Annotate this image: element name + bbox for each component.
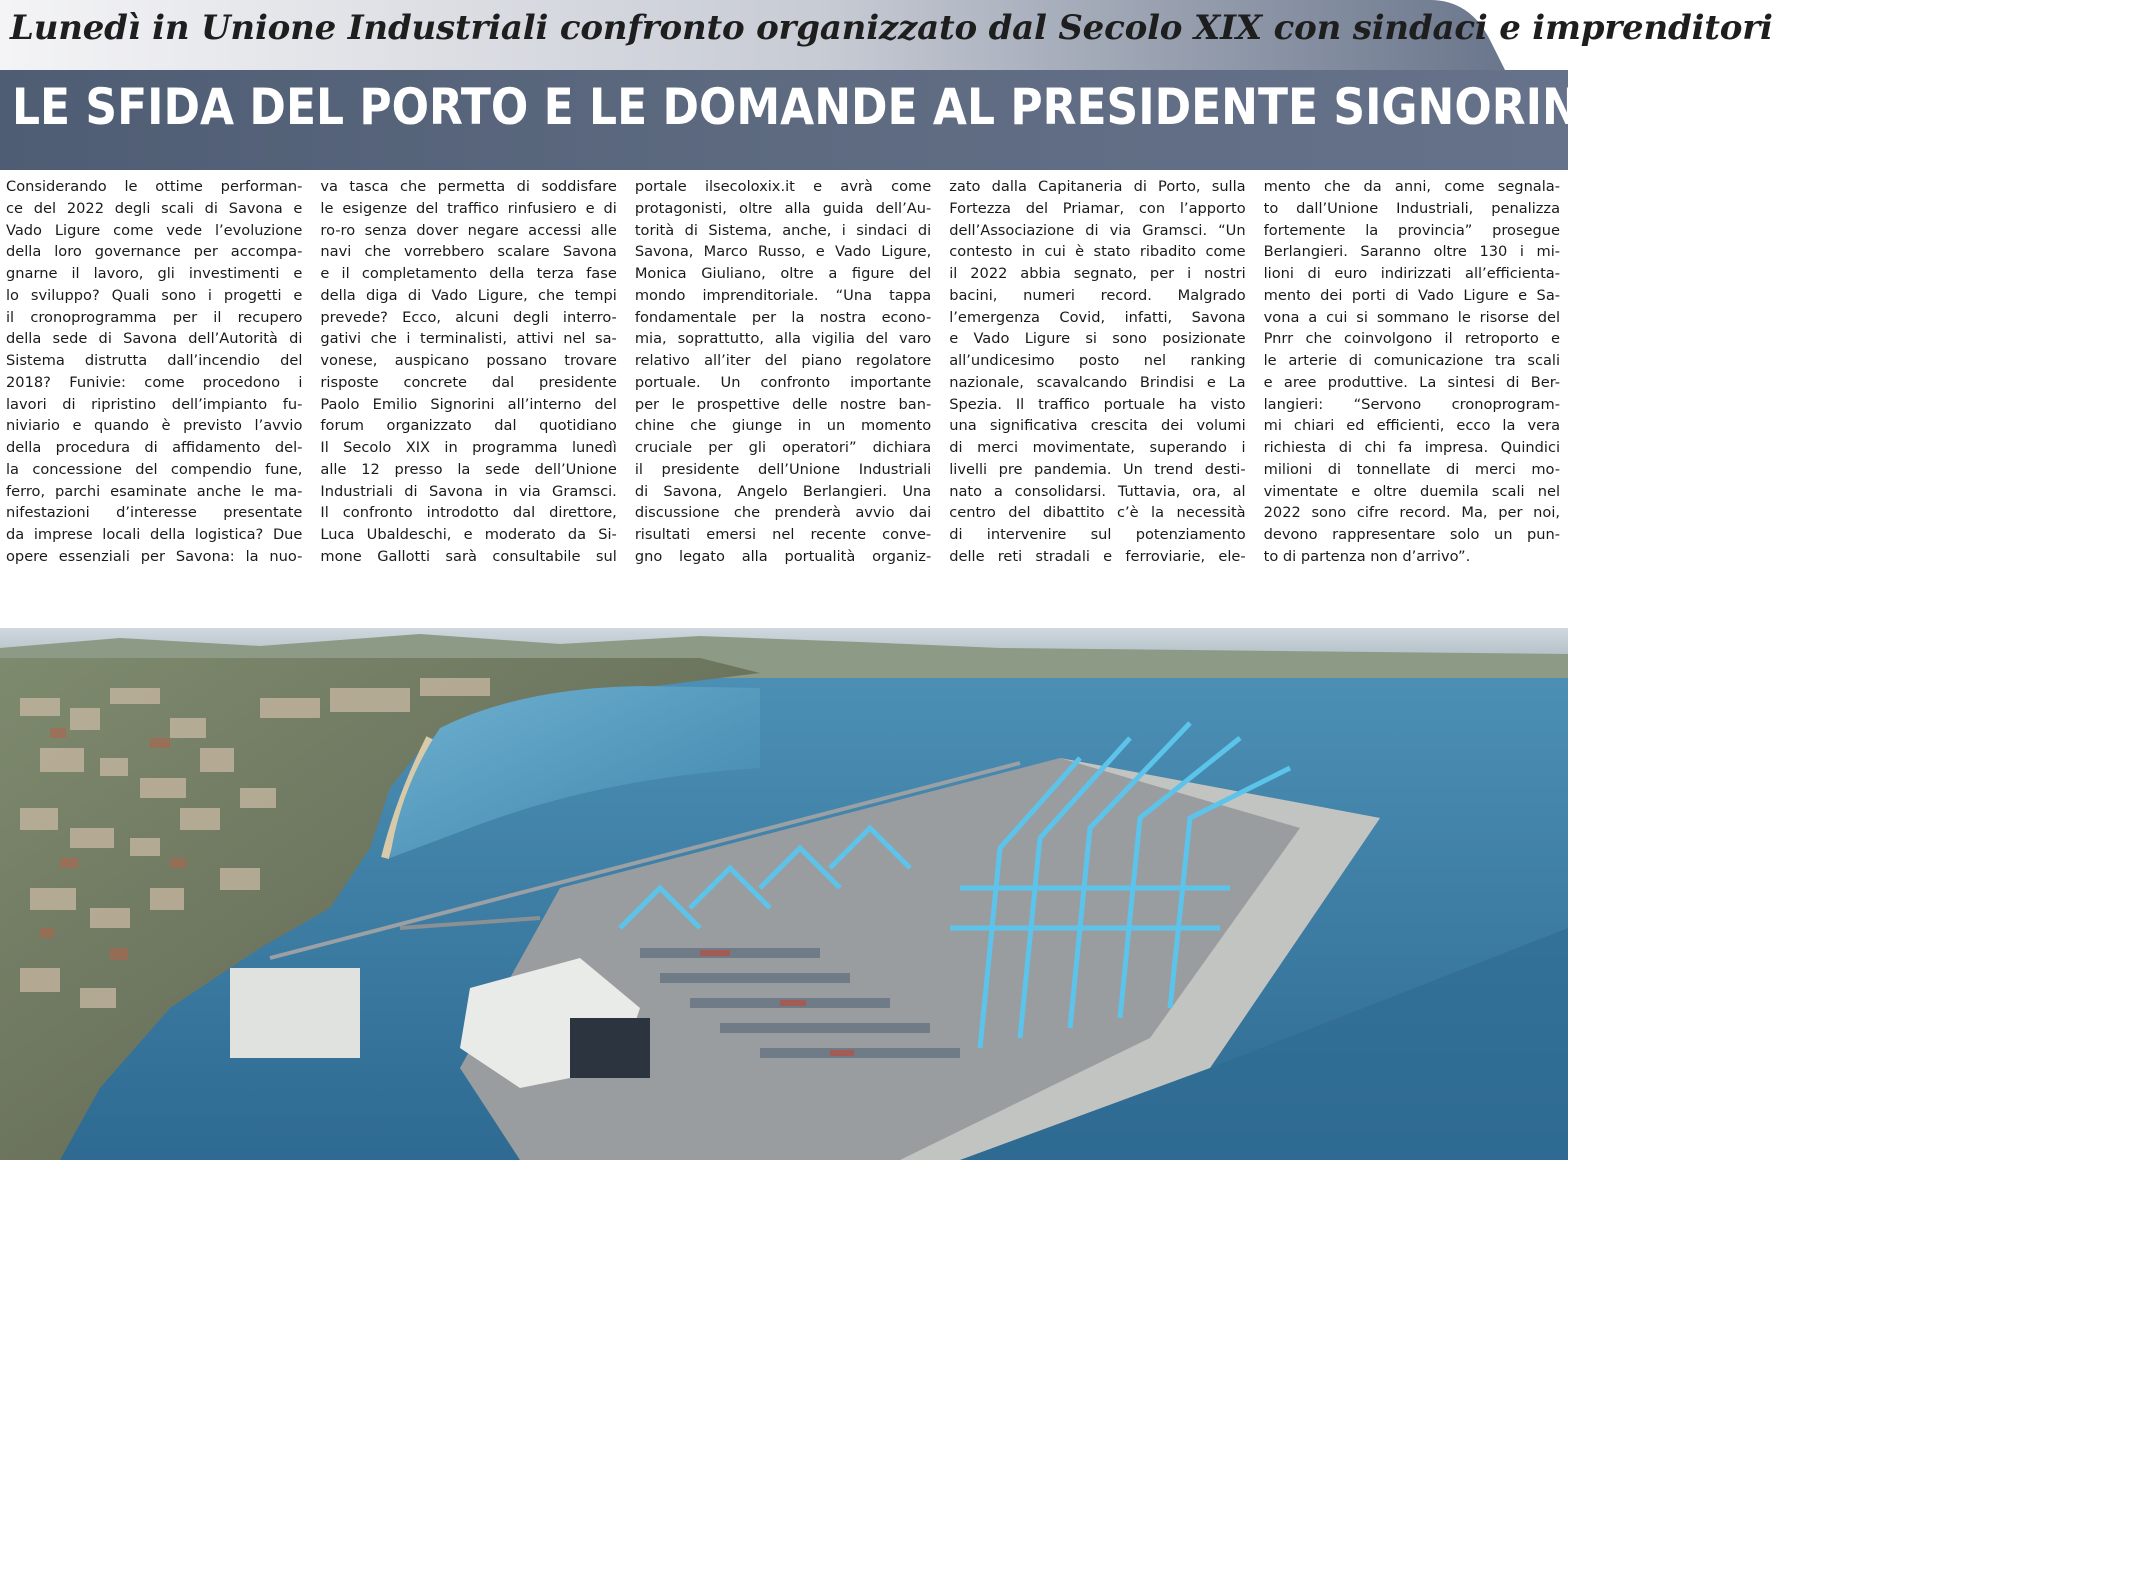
article-text-line: ro-ro senza dover negare accessi alle bbox=[320, 221, 617, 239]
article-text-line: della procedura di affidamento del- bbox=[6, 439, 303, 456]
article-text-line: risultati emersi nel recente conve- bbox=[634, 526, 932, 543]
article-text-line: Berlangieri. Saranno oltre 130 i mi- bbox=[1263, 243, 1561, 261]
article-text-line: alle 12 presso la sede dell’Unione bbox=[320, 460, 617, 478]
article-body bbox=[6, 176, 1560, 628]
article-text-line: risposte concrete dal presidente bbox=[320, 373, 617, 391]
article-column-1 bbox=[6, 176, 302, 628]
port-aerial-illustration bbox=[0, 628, 1568, 1160]
article-text-line: bacini, numeri record. Malgrado bbox=[949, 286, 1246, 304]
article-text-line: il 2022 abbia segnato, per i nostri bbox=[949, 265, 1246, 282]
article-text-line: lioni di euro indirizzati all’efficienta- bbox=[1263, 265, 1561, 282]
article-text-line: fondamentale per la nostra econo- bbox=[634, 308, 932, 326]
article-text-line: le esigenze del traffico rinfusiero e di bbox=[320, 199, 617, 217]
article-text-line: di intervenire sul potenziamento bbox=[949, 526, 1246, 543]
article-text-line: da imprese locali della logistica? Due bbox=[6, 526, 303, 543]
article-text-line: nato a consolidarsi. Tuttavia, ora, al bbox=[949, 482, 1246, 500]
article-text-line: Vado Ligure come vede l’evoluzione bbox=[6, 221, 303, 239]
article-text-line: mondo imprenditoriale. “Una tappa bbox=[634, 286, 932, 304]
article-text-line: della loro governance per accompa- bbox=[6, 243, 303, 261]
article-text-line: ce del 2022 degli scali di Savona e bbox=[6, 199, 303, 217]
article-text-line: gno legato alla portualità organiz- bbox=[634, 547, 932, 565]
article-text-line: Pnrr che coinvolgono il retroporto e bbox=[1263, 330, 1561, 348]
article-text-line: Monica Giuliano, oltre a figure del bbox=[634, 265, 932, 282]
article-column-2 bbox=[320, 176, 616, 628]
article-text-line: portuale. Un confronto importante bbox=[634, 373, 932, 391]
article-text-line: Industriali di Savona in via Gramsci. bbox=[320, 482, 617, 500]
article-text-line: forum organizzato dal quotidiano bbox=[320, 417, 617, 435]
article-column-3 bbox=[635, 176, 931, 628]
article-text-line: richiesta di chi fa impresa. Quindici bbox=[1263, 439, 1561, 456]
article-text-line: mi chiari ed efficienti, ecco la vera bbox=[1263, 417, 1561, 435]
article-text-line: mento che da anni, come segnala- bbox=[1263, 178, 1561, 195]
article-text-line: il presidente dell’Unione Industriali bbox=[634, 460, 932, 478]
article-text-line: all’undicesimo posto nel ranking bbox=[949, 352, 1246, 369]
article-text-line: va tasca che permetta di soddisfare bbox=[320, 178, 617, 195]
article-text-line: Paolo Emilio Signorini all’interno del bbox=[320, 395, 617, 413]
article-text-line: vona a cui si sommano le risorse del bbox=[1263, 308, 1561, 326]
article-text-line: una significativa crescita dei volumi bbox=[949, 417, 1246, 435]
article-text-line: della diga di Vado Ligure, che tempi bbox=[320, 286, 617, 304]
port-aerial-photo bbox=[0, 628, 1568, 1160]
article-text-line: il cronoprogramma per il recupero bbox=[6, 308, 303, 326]
article-text-line: centro del dibattito c’è la necessità bbox=[949, 504, 1246, 522]
article-column-4 bbox=[949, 176, 1245, 628]
article-text-line: protagonisti, oltre alla guida dell’Au- bbox=[634, 199, 932, 217]
article-text-line: ferro, parchi esaminate anche le ma- bbox=[6, 482, 303, 500]
article-text-line: portale ilsecoloxix.it e avrà come bbox=[634, 178, 932, 195]
article-text-line: per le prospettive delle nostre ban- bbox=[634, 395, 932, 413]
article-text-line: Il Secolo XIX in programma lunedì bbox=[320, 439, 617, 456]
article-text-line: gativi che i terminalisti, attivi nel sa- bbox=[320, 330, 617, 348]
article-text-line: Fortezza del Priamar, con l’apporto bbox=[949, 199, 1246, 217]
article-text-line: opere essenziali per Savona: la nuo- bbox=[6, 547, 303, 565]
article-text-line: e aree produttive. La sintesi di Ber- bbox=[1263, 373, 1561, 391]
article-text-line: Il confronto introdotto dal direttore, bbox=[320, 504, 617, 522]
article-text-line: l’emergenza Covid, infatti, Savona bbox=[949, 308, 1246, 326]
article-text-line: to di partenza non d’arrivo”. bbox=[1263, 547, 1471, 565]
article-text-line: e il completamento della terza fase bbox=[320, 265, 617, 282]
article-text-line: gnarne il lavoro, gli investimenti e bbox=[6, 265, 303, 282]
article-text-line: delle reti stradali e ferroviarie, ele- bbox=[949, 547, 1246, 565]
article-text-line: di Savona, Angelo Berlangieri. Una bbox=[634, 482, 932, 500]
article-text-line: to dall’Unione Industriali, penalizza bbox=[1263, 199, 1561, 217]
article-text-line: mone Gallotti sarà consultabile sul bbox=[320, 547, 617, 565]
article-text-line: vonese, auspicano possano trovare bbox=[320, 352, 617, 369]
article-text-line: zato dalla Capitaneria di Porto, sulla bbox=[949, 178, 1246, 195]
article-text-line: vimentate e oltre duemila scali nel bbox=[1263, 482, 1561, 500]
article-text-line: torità di Sistema, anche, i sindaci di bbox=[634, 221, 932, 239]
article-text-line: Considerando le ottime performan- bbox=[6, 178, 303, 195]
article-text-line: della sede di Savona dell’Autorità di bbox=[6, 330, 303, 348]
article-text-line: mia, soprattutto, alla vigilia del varo bbox=[634, 330, 932, 348]
article-text-line: mento dei porti di Vado Ligure e Sa- bbox=[1263, 286, 1561, 304]
article-text-line: dell’Associazione di via Gramsci. “Un bbox=[949, 221, 1246, 239]
article-text-line: chine che giunge in un momento bbox=[634, 417, 932, 435]
article-text-line: cruciale per gli operatori” dichiara bbox=[634, 439, 932, 456]
article-text-line: 2018? Funivie: come procedono i bbox=[6, 373, 303, 391]
article-text-line: discussione che prenderà avvio dai bbox=[634, 504, 932, 522]
article-text-line: langieri: “Servono cronoprogram- bbox=[1263, 395, 1561, 413]
article-text-line: Sistema distrutta dall’incendio del bbox=[6, 352, 303, 369]
article-text-line: lo sviluppo? Quali sono i progetti e bbox=[6, 286, 303, 304]
article-kicker: Lunedì in Unione Industriali confronto organizzato dal Secolo XIX con sindaci e imprenditori bbox=[10, 8, 1773, 48]
article-text-line: Savona, Marco Russo, e Vado Ligure, bbox=[634, 243, 932, 261]
article-text-line: lavori di ripristino dell’impianto fu- bbox=[6, 395, 303, 413]
article-headline: LE SFIDA DEL PORTO E LE DOMANDE AL PRESIDENTE SIGNORINI bbox=[12, 78, 1596, 136]
article-text-line: milioni di tonnellate di merci mo- bbox=[1263, 460, 1561, 478]
article-text-line: navi che vorrebbero scalare Savona bbox=[320, 243, 617, 261]
article-text-line: le arterie di comunicazione tra scali bbox=[1263, 352, 1561, 369]
article-text-line: niviario e quando è previsto l’avvio bbox=[6, 417, 303, 435]
article-text-line: la concessione del compendio fune, bbox=[6, 460, 303, 478]
article-text-line: Spezia. Il traffico portuale ha visto bbox=[949, 395, 1246, 413]
article-text-line: 2022 sono cifre record. Ma, per noi, bbox=[1263, 504, 1561, 522]
article-text-line: e Vado Ligure si sono posizionate bbox=[949, 330, 1246, 348]
article-text-line: devono rappresentare solo un pun- bbox=[1263, 526, 1561, 543]
article-text-line: contesto in cui è stato ribadito come bbox=[949, 243, 1246, 261]
article-text-line: nazionale, scavalcando Brindisi e La bbox=[949, 373, 1246, 391]
article-column-5 bbox=[1264, 176, 1560, 628]
article-text-line: relativo all’iter del piano regolatore bbox=[634, 352, 932, 369]
article-text-line: Luca Ubaldeschi, e moderato da Si- bbox=[320, 526, 617, 543]
article-text-line: livelli pre pandemia. Un trend desti- bbox=[949, 460, 1246, 478]
article-text-line: prevede? Ecco, alcuni degli interro- bbox=[320, 308, 617, 326]
article-text-line: nifestazioni d’interesse presentate bbox=[6, 504, 303, 522]
article-text-line: di merci movimentate, superando i bbox=[949, 439, 1246, 456]
article-text-line: fortemente la provincia” prosegue bbox=[1263, 221, 1561, 239]
